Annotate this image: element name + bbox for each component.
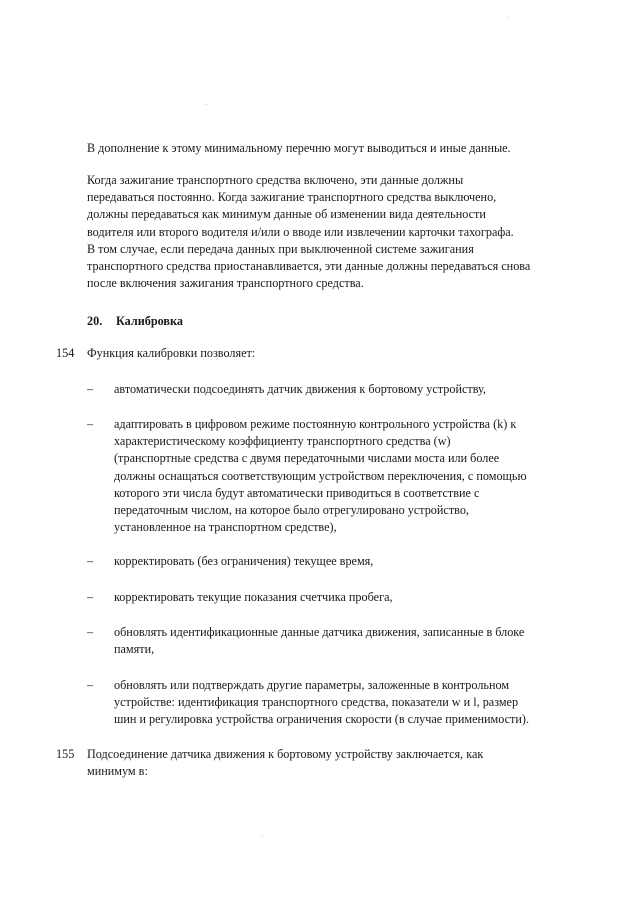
text-line: В том случае, если передача данных при выключенной системе зажигания [87,241,474,256]
bullet-dash: – [87,625,94,639]
text-line: корректировать текущие показания счетчика пробега, [114,590,393,604]
bullet-dash: – [87,678,94,692]
text-line: Подсоединение датчика движения к бортовому устройству заключается, как [87,747,484,761]
text-line: транспортного средства приостанавливается, эти данные должны передаваться снова [87,259,531,274]
ignition-paragraph [87,172,557,292]
section-number: 20. [87,314,103,328]
text-line: памяти, [114,642,155,657]
paragraph-text [87,746,555,780]
bullet-dash: – [87,554,94,568]
text-line: обновлять идентификационные данные датчика движения, записанные в блоке [114,625,525,639]
bullet-dash: – [87,590,94,604]
bullet-text [114,624,557,658]
bullet-dash: – [87,382,94,396]
text-line: передаваться постоянно. Когда зажигание транспортного средства выключено, [87,190,497,205]
scan-speck [206,104,207,105]
text-line: установленное на транспортном средстве), [114,520,337,535]
intro-paragraph: В дополнение к этому минимальному перечню могут выводиться и иные данные. [87,141,511,155]
scan-speck [262,836,263,837]
text-line: водителя или второго водителя и/или о вводе или извлечении карточки тахографа. [87,224,514,239]
text-line: (транспортные средства с двумя передаточными числами моста или более [114,451,500,466]
text-line: шин и регулировка устройства ограничения скорости (в случае применимости). [114,712,530,727]
text-line: которого эти числа будут автоматически приводиться в соответствие с [114,485,480,500]
section-heading [87,313,183,330]
text-line: адаптировать в цифровом режиме постоянную контрольного устройства (k) к [114,417,517,431]
text-line: передаточным числом, на которое было отрегулировано устройство, [114,503,469,518]
text-line: минимум в: [87,764,148,779]
text-line: устройстве: идентификация транспортного средства, показатели w и l, размер [114,695,519,710]
bullet-text [114,381,557,398]
text-line: обновлять или подтверждать другие параметры, заложенные в контрольном [114,678,510,692]
bullet-text [114,589,557,606]
bullet-dash: – [87,417,94,431]
paragraph-number: 154 [56,346,75,360]
text-line: должны передаваться как минимум данные об изменении вида деятельности [87,207,486,222]
paragraph-text: Функция калибровки позволяет: [87,346,256,360]
text-line: Когда зажигание транспортного средства включено, эти данные должны [87,173,464,187]
text-line: после включения зажигания транспортного средства. [87,276,364,291]
scan-speck [508,17,509,18]
paragraph-number: 155 [56,747,75,761]
text-line: должны оснащаться соответствующим устройством переключения, с помощью [114,468,527,483]
bullet-text [114,416,557,536]
text-line: корректировать (без ограничения) текущее время, [114,554,374,568]
bullet-text [114,677,557,729]
text-line: автоматически подсоединять датчик движения к бортовому устройству, [114,382,486,396]
bullet-text [114,553,557,570]
text-line: характеристическому коэффициенту транспортного средства (w) [114,434,451,449]
section-title: Калибровка [116,314,183,328]
